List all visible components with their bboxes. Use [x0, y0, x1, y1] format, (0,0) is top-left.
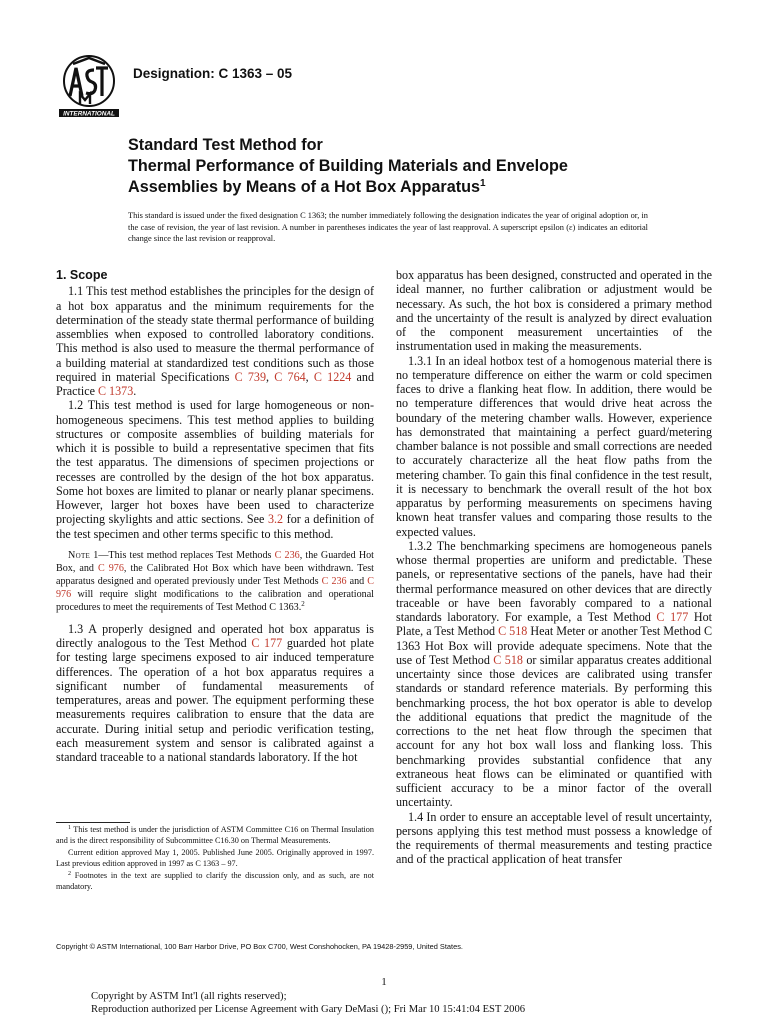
standard-notice: This standard is issued under the fixed designation C 1363; the number immediately following the designation indicates the year of original adoption or, in the case of revision, the year of last revision. A number in parentheses indicates the year of last reapproval. A superscript epsilon (ε) indicates an editorial change since the last revision or reapproval.: [128, 211, 648, 244]
document-title: [128, 135, 688, 198]
link-c518[interactable]: C 518: [498, 624, 528, 639]
paragraph-1-3-1: 1.3.1 In an ideal hotbox test of a homogenous material there is no temperature difference on either the warm or cold specimen faces to drive a flanking heat flow. In addition, there would be no temperature differences that would drive heat across the boundary of the metering chamber walls. However, experience has demonstrated that maintaining a perfect guard/metering chamber balance is not possible and small corrections are needed to accurately characterize all the heat flow paths from the metering chamber. To gain this final confidence in the test result, it is necessary to benchmark the overall result of the hot box apparatus by performing measurements on specimens having known heat transfer values and comparing those results to the expected values.: [396, 353, 712, 539]
paragraph-1-2: 1.2 This test method is used for large homogeneous or non-homogeneous specimens. This test method applies to building structures or composite assemblies of building materials for which it is possible to build a representative specimen that fits the test apparatus. The dimensions of specimen projections or recesses are controlled by the design of the hot box apparatus. Some hot boxes are limited to planar or nearly planar specimens. However, larger hot boxes have been used to characterize projecting skylights and attic sections. See 3.2 for a definition of the test specimen and other terms specific to this method.: [56, 398, 374, 541]
link-c976[interactable]: C 976: [97, 562, 124, 574]
link-c236-2[interactable]: C 236: [321, 575, 347, 587]
title-line-2: Thermal Performance of Building Materials and Envelope: [128, 157, 568, 175]
link-c1224[interactable]: C 1224: [313, 369, 352, 384]
paragraph-1-1: 1.1 This test method establishes the principles for the design of a hot box apparatus and the minimum requirements for the determination of the steady state thermal performance of building assemblies when exposed to controlled laboratory conditions. This method is also used to measure the thermal performance of a building material at standardized test conditions such as those required in material Specifications C 739, C 764, C 1224 and Practice C 1373.: [56, 284, 375, 398]
footnote-1-edition: Current edition approved May 1, 2005. Published June 2005. Originally approved in 1997. Last previous edition approved in 1997 as C 1363 – 97.: [56, 847, 374, 869]
title-line-3: Assemblies by Means of a Hot Box Apparatus$^1$: [128, 178, 486, 196]
title-line-1: Standard Test Method for: [128, 136, 323, 154]
astm-logo-icon: [56, 54, 122, 118]
footnotes: [56, 824, 374, 892]
link-c236[interactable]: C 236: [274, 549, 300, 561]
repro-line-1: Copyright by ASTM Int'l (all rights reserved);: [91, 991, 287, 1002]
link-c976-2[interactable]: C 976: [56, 575, 374, 600]
note-1: Note 1—This test method replaces Test Methods C 236, the Guarded Hot Box, and C 976, the Calibrated Hot Box which have been withdrawn. Test apparatus designed and operated previously under Test Methods C 236 and C 976 will require slight modifications to the calibration and operational procedures to meet the requirements of Test Method C 1363.$^2$: [56, 549, 374, 613]
designation: Designation: C 1363 – 05: [133, 66, 293, 81]
repro-line-2: Reproduction authorized per License Agreement with Gary DeMasi (); Fri Mar 10 15:41:04 EST 2006: [91, 1003, 526, 1015]
paragraph-1-3: 1.3 A properly designed and operated hot box apparatus is directly analogous to the Test Method C 177 guarded hot plate for testing large specimens exposed to air induced temperature differences. The operation of a hot box apparatus requires a significant number of fundamental measurements of temperatures, areas and power. The equipment performing these measurements requires calibration to ensure that the data are accurate. During initial setup and periodic verification testing, each measurement system and sensor is calibrated against a standard traceable to a national standards laboratory. If the hot: [56, 621, 374, 764]
footnote-1: $^1$ This test method is under the jurisdiction of ASTM Committee C16 on Thermal Insulation and is the direct responsibility of Subcommittee C16.30 on Thermal Measurements.: [56, 825, 374, 846]
section-heading-scope: 1. Scope: [56, 268, 108, 282]
link-c177[interactable]: C 177: [251, 636, 283, 650]
title-footnote-marker: 1: [480, 178, 486, 189]
paragraph-1-3-2: 1.3.2 The benchmarking specimens are homogeneous panels whose thermal properties are uniform and predictable. These panels, or representative sections of the panels, have had their thermal performance measured on other devices that are directly traceable or have been favorably compared to a national standards laboratory. For example, a Test Method C 177 Hot Plate, a Test Method C 518 Heat Meter or another Test Method C 1363 Hot Box will provide adequate specimens. Note that the use of Test Method C 518 or similar apparatus creates additional uncertainty since those devices are calibrated using transfer standards or standard reference materials. By performing this benchmarking process, the hot box operator is able to develop the additional equations that predict the magnitude of the corrections to the net heat flow through the specimen that account for any hot box wall loss and flanking loss. This benchmarking provides substantial confidence that any extraneous heat flows can be eliminated or quantified with sufficient accuracy to be a minor factor of the overall uncertainty.: [396, 538, 713, 810]
reproduction-notice: [91, 991, 525, 1016]
footnote-divider: [56, 822, 130, 823]
page-number: 1: [381, 976, 387, 988]
link-c739[interactable]: C 739: [234, 369, 267, 384]
link-c1373[interactable]: C 1373: [97, 384, 134, 398]
link-c764[interactable]: C 764: [274, 369, 306, 384]
copyright-line: Copyright © ASTM International, 100 Barr Harbor Drive, PO Box C700, West Conshohocken, PA 19428-2959, United States.: [56, 942, 463, 951]
left-column: [56, 268, 374, 764]
footnote-2: $^2$ Footnotes in the text are supplied to clarify the discussion only, and as such, are not mandatory.: [56, 870, 374, 892]
link-section-3-2[interactable]: 3.2: [267, 512, 284, 527]
paragraph-1-4: 1.4 In order to ensure an acceptable level of result uncertainty, persons applying this test method must possess a knowledge of the requirements of thermal measurements and testing practice and of the practical application of heat transfer: [396, 809, 712, 867]
svg-text:INTERNATIONAL: INTERNATIONAL: [63, 110, 115, 118]
right-column: [396, 268, 712, 867]
link-c177-right[interactable]: C 177: [656, 610, 689, 624]
link-c518-2[interactable]: C 518: [493, 652, 523, 667]
paragraph-1-3-continued: box apparatus has been designed, constructed and operated in the ideal manner, no further calibration or adjustment would be necessary. As such, the hot box is considered a primary method and the uncertainty of the result is analyzed by direct evaluation of the component measurement uncertainties of the instrumentation used in making the measurements.: [396, 268, 712, 354]
